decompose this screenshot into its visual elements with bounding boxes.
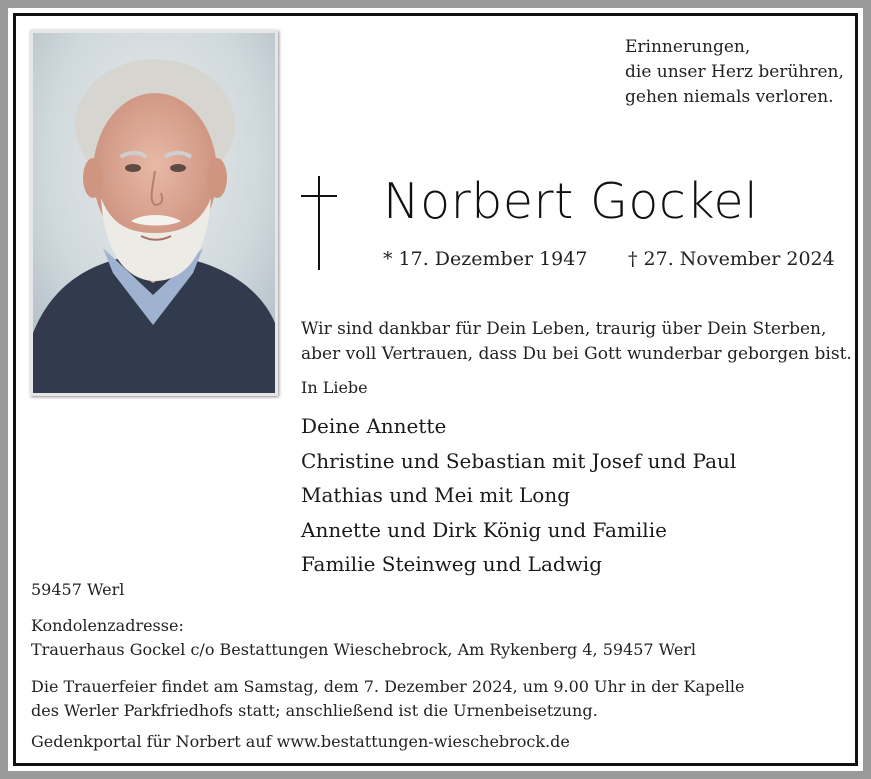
memorial-portal-text: Gedenkportal für Norbert auf www.bestattungen-wieschebrock.de: [31, 732, 570, 751]
mourner-entry: Annette und Dirk König und Familie: [301, 517, 667, 542]
motto-line: gehen niemals verloren.: [625, 87, 834, 107]
quote-line: Wir sind dankbar für Dein Leben, traurig über Dein Sterben,: [301, 319, 827, 339]
in-love-label: In Liebe: [301, 378, 368, 397]
condolence-section: [31, 614, 851, 662]
birth-date: * 17. Dezember 1947: [383, 248, 588, 270]
condolence-address: Trauerhaus Gockel c/o Bestattungen Wieschebrock, Am Rykenberg 4, 59457 Werl: [31, 640, 697, 659]
mourner-entry: Mathias und Mei mit Long: [301, 483, 571, 507]
death-date: † 27. November 2024: [628, 248, 835, 270]
ceremony-notice: [31, 675, 851, 723]
portrait-photo: [30, 30, 278, 396]
mourner-entry: Christine und Sebastian mit Josef und Paul: [301, 448, 737, 473]
condolence-label: Kondolenzadresse:: [31, 616, 184, 635]
memorial-motto: [625, 35, 855, 110]
motto-line: die unser Herz berühren,: [625, 62, 844, 82]
ceremony-line: Die Trauerfeier findet am Samstag, dem 7. Dezember 2024, um 9.00 Uhr in der Kapelle: [31, 677, 745, 696]
ceremony-line: des Werler Parkfriedhofs statt; anschließend ist die Urnenbeisetzung.: [31, 701, 598, 720]
deceased-name: Norbert Gockel: [383, 173, 759, 230]
mourners-list: [301, 409, 851, 582]
location-text: 59457 Werl: [31, 580, 125, 599]
motto-line: Erinnerungen,: [625, 37, 751, 57]
quote-line: aber voll Vertrauen, dass Du bei Gott wunderbar geborgen bist.: [301, 344, 852, 364]
latin-cross-icon: [301, 176, 337, 270]
mourner-entry: Familie Steinweg und Ladwig: [301, 552, 603, 576]
mourner-entry: Deine Annette: [301, 414, 447, 438]
memorial-quote: [301, 317, 851, 367]
